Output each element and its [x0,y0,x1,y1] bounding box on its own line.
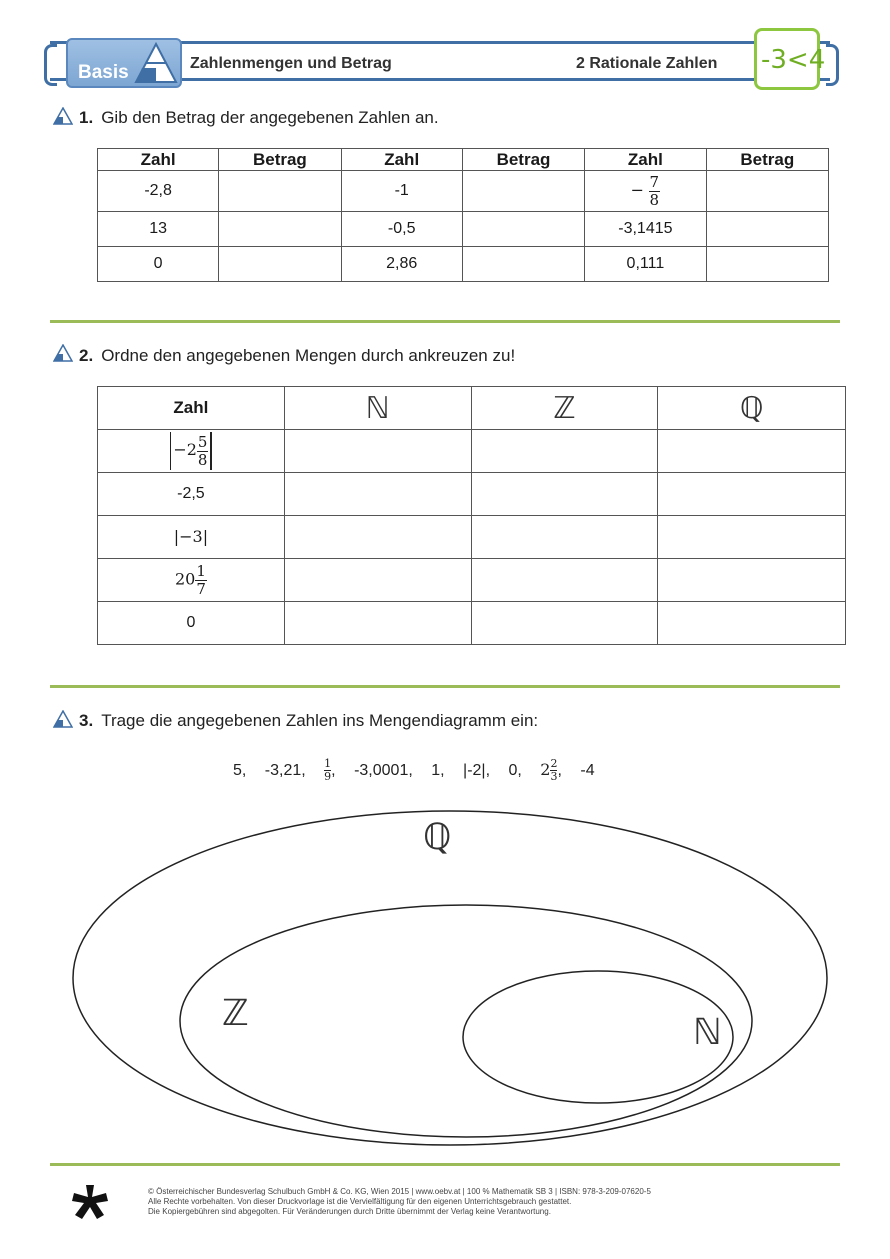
col-header: Betrag [706,149,828,171]
denominator: 7 [196,579,206,598]
task-1-heading [79,108,439,128]
col-header: Zahl [585,149,706,171]
table-header-row [98,149,829,171]
mixed-whole: 20 [174,569,196,589]
number-cell: 0 [98,247,219,282]
task-2-heading [79,346,515,366]
mixed-whole: 2 [540,759,551,779]
publisher-logo-icon [70,1183,110,1221]
table-header-row [98,387,846,430]
venn-label-n: ℕ [693,1012,722,1053]
task-2-number: 2. [79,346,94,365]
col-header: Zahl [98,387,285,430]
integers-symbol: ℤ [553,390,576,426]
number-item-mixed [540,757,562,783]
number-item: 5, [233,761,247,779]
task-3-number: 3. [79,711,94,730]
numerator: 1 [196,561,206,580]
fraction [195,563,207,598]
table-row [98,602,846,645]
venn-label-z: ℤ [222,993,249,1034]
basis-label: Basis [78,62,129,83]
table-row [98,473,846,516]
header-bracket-left [44,44,57,86]
denominator: 8 [649,190,660,209]
table-row [98,212,829,247]
section-divider [50,685,840,688]
table-row [98,247,829,282]
number-cell: -3,1415 [585,212,706,247]
checkbox-cell[interactable] [658,473,846,516]
number-item: 1, [431,761,445,779]
col-header: Zahl [341,149,462,171]
task-3-text: Trage die angegebenen Zahlen ins Mengendiagramm ein: [101,711,539,730]
answer-cell[interactable] [462,247,584,282]
col-header-rationals [658,387,846,430]
venn-label-q: ℚ [423,817,452,858]
number-list [233,758,609,783]
task-2-table [97,386,846,645]
basis-triangle-icon [134,42,178,84]
copyright-line: Die Kopiergebühren sind abgegolten. Für Veränderungen durch Dritte übernimmt der Verlag keine Verantwortung. [148,1207,551,1216]
mixed-whole: −2 [173,440,197,460]
number-cell: -1 [341,171,462,212]
table-row [98,516,846,559]
numerator: 1 [324,757,332,770]
answer-cell[interactable] [219,171,341,212]
table-row [98,171,829,212]
number-cell [98,430,285,473]
checkbox-cell[interactable] [471,602,658,645]
answer-cell[interactable] [219,212,341,247]
number-item: -4 [580,761,595,779]
col-header-integers [471,387,658,430]
footer-divider [50,1163,840,1166]
basis-badge [66,38,182,88]
checkbox-cell[interactable] [284,473,471,516]
section-divider [50,320,840,323]
answer-cell[interactable] [706,171,828,212]
numerator: 7 [649,172,660,191]
checkbox-cell[interactable] [658,602,846,645]
worksheet-title: Zahlenmengen und Betrag [190,55,392,72]
col-header-natural [284,387,471,430]
task-2-text: Ordne den angegebenen Mengen durch ankreuzen zu! [101,346,516,365]
answer-cell[interactable] [462,212,584,247]
number-item: -3,0001, [354,761,413,779]
fraction [649,174,661,209]
task-3-heading [79,711,538,731]
number-cell: 2,86 [341,247,462,282]
number-cell: -2,8 [98,171,219,212]
checkbox-cell[interactable] [658,559,846,602]
abs-bar [170,432,172,470]
header-bracket-right [826,44,839,86]
page-tag [754,28,826,90]
col-header: Betrag [462,149,584,171]
copyright-line: © Österreichischer Bundesverlag Schulbuch GmbH & Co. KG, Wien 2015 | www.oebv.at | 100 % Mathematik SB 3 | ISBN: 978-3-209-07620-5 [148,1187,651,1196]
number-cell: 0 [98,602,285,645]
col-header: Zahl [98,149,219,171]
checkbox-cell[interactable] [471,430,658,473]
chapter-title: 2 Rationale Zahlen [576,55,718,72]
checkbox-cell[interactable] [471,516,658,559]
table-row [98,430,846,473]
number-cell [98,559,285,602]
checkbox-cell[interactable] [284,559,471,602]
copyright-line: Alle Rechte vorbehalten. Von dieser Druckvorlage ist die Vervielfältigung für den eigenen Unterrichtsgebrauch gestattet. [148,1197,572,1206]
separator: , [331,761,336,779]
set-z-ellipse [180,905,752,1137]
number-cell: 13 [98,212,219,247]
rationals-symbol: ℚ [739,390,764,426]
answer-cell[interactable] [219,247,341,282]
copyright-notice [148,1187,651,1217]
answer-cell[interactable] [706,247,828,282]
abs-bar [210,432,212,470]
number-cell: -0,5 [341,212,462,247]
natural-numbers-symbol: ℕ [365,390,390,426]
number-cell [98,516,285,559]
task-triangle-icon [53,710,73,728]
task-1-table [97,148,829,282]
checkbox-cell[interactable] [284,430,471,473]
number-cell: 0,111 [585,247,706,282]
answer-cell[interactable] [462,171,584,212]
number-item: 0, [508,761,522,779]
task-triangle-icon [53,344,73,362]
denominator: 8 [197,450,208,469]
checkbox-cell[interactable] [658,516,846,559]
checkbox-cell[interactable] [471,559,658,602]
page-tag-text: -3<4 [761,45,826,75]
number-cell: -2,5 [98,473,285,516]
numerator: 2 [550,757,558,770]
abs-value: |−3| [173,527,209,546]
checkbox-cell[interactable] [658,430,846,473]
task-1-text: Gib den Betrag der angegebenen Zahlen an. [101,108,439,127]
checkbox-cell[interactable] [284,516,471,559]
set-q-ellipse [73,811,827,1145]
separator: , [557,761,562,779]
fraction-sign: − [630,180,645,200]
task-1-number: 1. [79,108,94,127]
answer-cell[interactable] [706,212,828,247]
fraction [197,434,209,469]
denominator: 3 [550,770,558,783]
number-item: -3,21, [264,761,306,779]
table-row [98,559,846,602]
number-item: |-2|, [463,761,491,779]
number-item-fraction [324,757,336,783]
denominator: 9 [324,770,332,783]
number-cell-fraction [585,171,706,212]
checkbox-cell[interactable] [284,602,471,645]
numerator: 5 [197,432,208,451]
checkbox-cell[interactable] [471,473,658,516]
col-header: Betrag [219,149,341,171]
task-triangle-icon [53,107,73,125]
